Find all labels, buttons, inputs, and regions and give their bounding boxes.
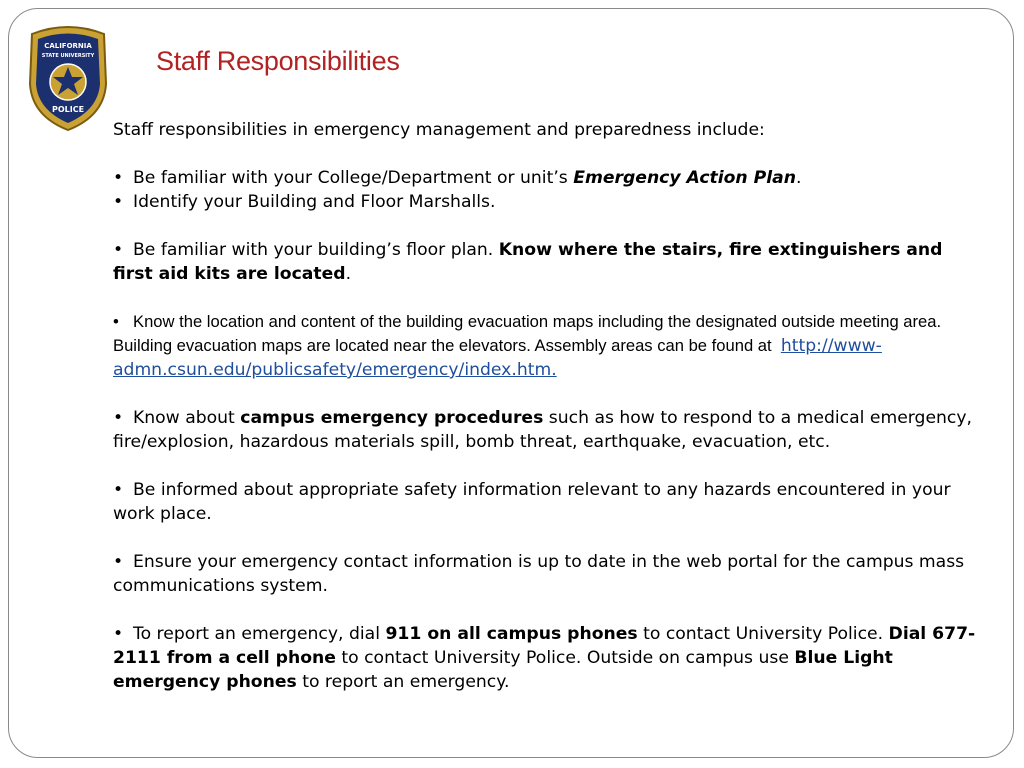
bullet-contact-information: • Ensure your emergency contact information is up to date in the web portal for the campus mass communications system.: [113, 552, 965, 596]
bullet-evacuation-maps: • Know the location and content of the building evacuation maps including the designated outside meeting area. Building evacuation maps are located near the elevators. Assembly areas can be found at http://www-admn.csun.edu/publicsafety/emergency/index.htm.: [113, 312, 942, 380]
bullet-safety-information: • Be informed about appropriate safety information relevant to any hazards encountered in your work place.: [113, 480, 951, 524]
bullet-floor-marshalls: • Identify your Building and Floor Marshalls.: [113, 192, 496, 212]
bullet-icon: •: [113, 192, 124, 212]
bullet-floor-plan: • Be familiar with your building’s floor plan. Know where the stairs, fire extinguishers and first aid kits are located.: [113, 240, 943, 284]
bullet-icon: •: [113, 312, 119, 331]
bullet-report-emergency: • To report an emergency, dial 911 on all campus phones to contact University Police. Dial 677-2111 from a cell phone to contact University Police. Outside on campus use Blue Light emergency phones to report an emergency.: [113, 624, 976, 692]
slide-body: [113, 118, 983, 694]
bullet-icon: •: [113, 480, 124, 500]
slide-title: Staff Responsibilities: [156, 46, 400, 76]
police-badge-logo: [26, 24, 110, 132]
bullet-icon: •: [113, 168, 124, 188]
bullet-icon: •: [113, 624, 124, 644]
badge-text-police: POLICE: [51, 105, 85, 114]
emergency-info-link[interactable]: http://www-admn.csun.edu/publicsafety/emergency/index.htm.: [113, 336, 882, 380]
bullet-icon: •: [113, 408, 124, 428]
intro-text: Staff responsibilities in emergency management and preparedness include:: [113, 120, 765, 140]
bullet-icon: •: [113, 240, 124, 260]
bullet-action-plan: • Be familiar with your College/Department or unit’s Emergency Action Plan.: [113, 168, 802, 188]
badge-text-california: CALIFORNIA: [44, 42, 92, 50]
badge-text-state-university: STATE UNIVERSITY: [41, 53, 95, 59]
bullet-icon: •: [113, 552, 124, 572]
bullet-campus-procedures: • Know about campus emergency procedures such as how to respond to a medical emergency, fire/explosion, hazardous materials spill, bomb threat, earthquake, evacuation, etc.: [113, 408, 973, 452]
